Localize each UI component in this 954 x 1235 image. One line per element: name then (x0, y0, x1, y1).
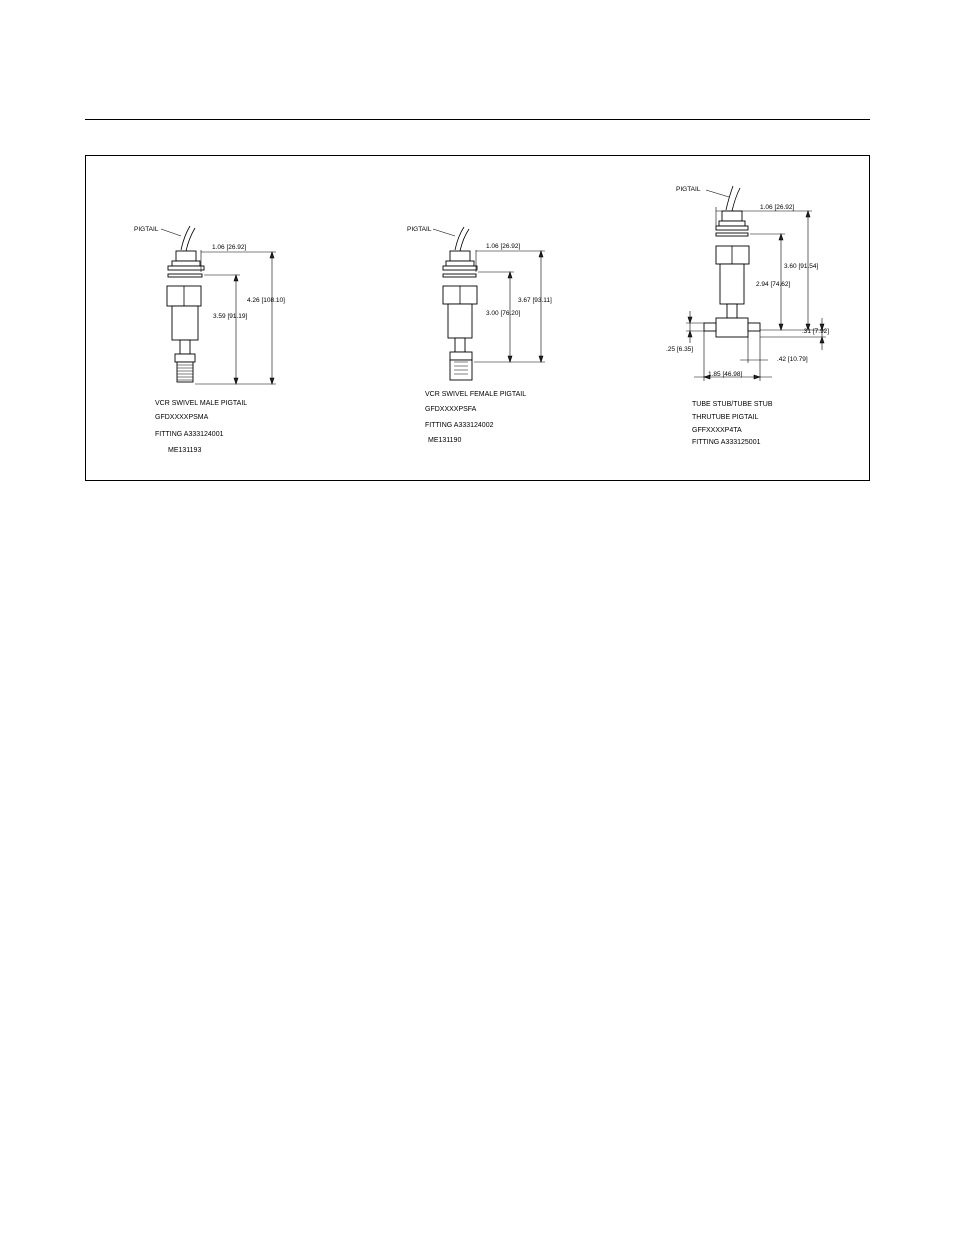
dim-overall: 3.67 [93.11] (518, 297, 552, 304)
tube-stub-right (748, 323, 760, 331)
upper-collar (719, 221, 745, 226)
caption-line-1: VCR SWIVEL FEMALE PIGTAIL (425, 391, 527, 398)
figure-female-pigtail (407, 226, 552, 444)
caption-line-1: TUBE STUB/TUBE STUB (692, 401, 773, 408)
caption-line-3: FITTING A333124001 (155, 431, 224, 438)
dim-width: 1.06 [26.92] (212, 244, 247, 251)
caption-line-4: ME131193 (168, 447, 202, 454)
sensor-body (448, 304, 472, 338)
dim-width: 1.06 [26.92] (486, 243, 521, 250)
upper-collar (446, 261, 474, 266)
dim-body: 3.00 [76.20] (486, 310, 521, 317)
dim-body: 3.59 [91.19] (213, 313, 248, 320)
male-nut (175, 354, 195, 362)
dim-width: 1.06 [26.92] (760, 204, 795, 211)
dim-stub-diameter: .25 [6.35] (666, 346, 694, 353)
stem (180, 340, 190, 354)
hex-body (716, 246, 749, 264)
upper-flange (716, 226, 748, 230)
sensor-body (172, 306, 198, 340)
lower-flange (716, 233, 748, 236)
caption-line-2: GFDXXXXPSMA (155, 414, 209, 421)
caption-line-3: FITTING A333124002 (425, 422, 494, 429)
dim-stub-length: .42 [10.79] (777, 356, 808, 363)
figure-male-pigtail (134, 226, 285, 454)
pigtail-leader (433, 229, 455, 236)
upper-nut (722, 211, 742, 221)
upper-flange (168, 266, 204, 270)
lower-flange (168, 274, 202, 277)
tube-stub-left (704, 323, 716, 331)
upper-collar (172, 261, 200, 266)
dim-body: 2.94 [74.62] (756, 281, 791, 288)
pigtail-label: PIGTAIL (134, 226, 159, 233)
caption-line-2: THRUTUBE PIGTAIL (692, 414, 759, 421)
pigtail-tube (455, 227, 469, 251)
female-nut (450, 352, 472, 360)
pigtail-leader (706, 190, 729, 197)
pigtail-label: PIGTAIL (676, 186, 701, 193)
dim-overall: 3.60 [91.54] (784, 263, 819, 270)
pigtail-tube (181, 226, 195, 251)
stem (455, 338, 465, 352)
lower-flange (443, 274, 476, 277)
upper-nut (450, 251, 470, 261)
sensor-body (720, 264, 744, 304)
caption-line-4: ME131190 (428, 437, 462, 444)
pigtail-leader (161, 229, 181, 236)
tee-body (716, 318, 748, 337)
upper-nut (176, 251, 196, 261)
upper-flange (443, 266, 477, 270)
dim-overall: 4.26 [108.10] (247, 297, 285, 304)
caption-line-4: FITTING A333125001 (692, 439, 761, 446)
pigtail-label: PIGTAIL (407, 226, 432, 233)
dim-overall-length: 1.85 [46.98] (708, 371, 743, 378)
dim-stub-height: .31 [7.92] (802, 328, 830, 335)
figure-tube-stub (666, 186, 829, 446)
pigtail-tube (726, 186, 740, 211)
caption-line-1: VCR SWIVEL MALE PIGTAIL (155, 400, 248, 407)
stem (727, 304, 737, 318)
caption-line-3: GFFXXXXP4TA (692, 427, 742, 434)
caption-line-2: GFDXXXXPSFA (425, 406, 477, 413)
